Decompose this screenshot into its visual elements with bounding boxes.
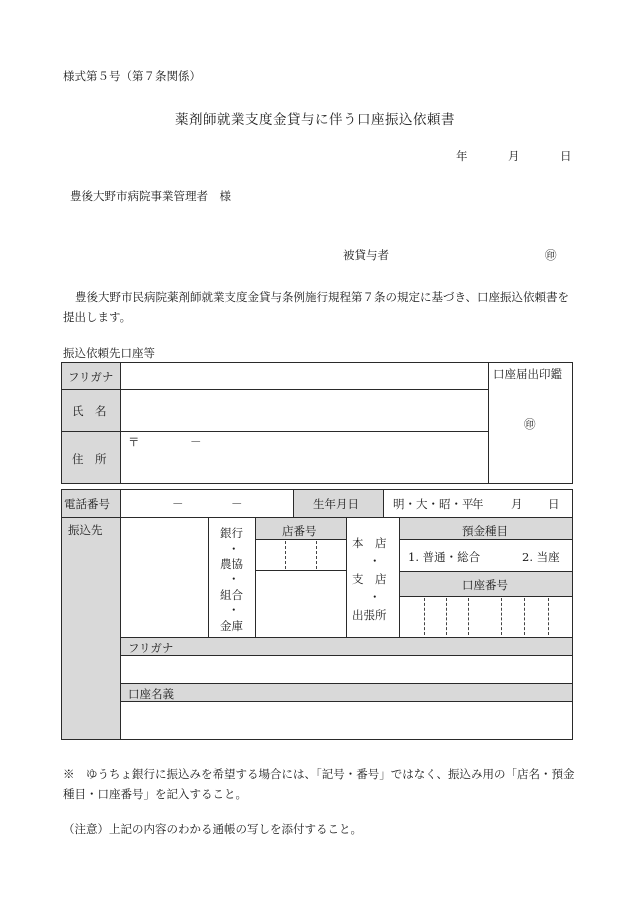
deposit-type-1: 1. 普通・総合	[408, 550, 481, 564]
account-number-label: 口座番号	[462, 578, 508, 592]
branch-number-label: 店番号	[282, 524, 317, 538]
note-yucho: ※ ゆうちょ銀行に振込みを希望する場合には、「記号・番号」ではなく、振込み用の「店名・預金種目・口座番号」を記入すること。	[63, 767, 575, 801]
bank-type-agri: 農協	[220, 557, 243, 571]
section-label: 振込依頼先口座等	[63, 346, 155, 360]
branch-number-input[interactable]	[256, 540, 345, 569]
bank-type-kinko: 金庫	[220, 619, 243, 633]
furigana-2-label: フリガナ	[128, 641, 174, 655]
name-label: 氏 名	[72, 404, 107, 418]
postal-dash: －	[190, 435, 202, 449]
phone-input[interactable]	[121, 490, 292, 516]
branch-type-branch: 支 店	[352, 572, 387, 586]
borrower-seal-mark: ㊞	[545, 248, 557, 262]
name-input[interactable]	[121, 390, 487, 430]
birth-year: 年	[472, 497, 484, 511]
postal-mark: 〒	[128, 435, 140, 449]
furigana-input[interactable]	[121, 363, 487, 388]
date-year: 年	[456, 149, 468, 163]
bank-type-dot: ・	[228, 572, 240, 586]
address-input[interactable]	[121, 432, 487, 482]
form-number: 様式第５号（第７条関係）	[63, 69, 201, 83]
birthdate-input[interactable]	[384, 490, 572, 516]
phone-dash-1: －	[172, 497, 184, 511]
phone-dash-2: －	[231, 497, 243, 511]
account-name-label: 口座名義	[128, 687, 174, 701]
address-label: 住 所	[72, 452, 107, 466]
addressee: 豊後大野市病院事業管理者 様	[70, 189, 231, 203]
bank-type-dot: ・	[228, 603, 240, 617]
deposit-type-2: 2. 当座	[522, 550, 560, 564]
date-day: 日	[560, 149, 572, 163]
era-options: 明・大・昭・平	[393, 497, 474, 511]
body-text: 豊後大野市民病院薬剤師就業支度金貸与条例施行規程第７条の規定に基づき、口座振込依頼書を提出します。	[63, 290, 570, 324]
seal-area[interactable]	[489, 385, 572, 482]
birth-month: 月	[511, 497, 523, 511]
furigana-label: フリガナ	[68, 370, 114, 384]
document-title: 薬剤師就業支度金貸与に伴う口座振込依頼書	[175, 112, 455, 128]
birth-day: 日	[548, 497, 560, 511]
note-attachment: （注意）上記の内容のわかる通帳の写しを添付すること。	[63, 822, 362, 836]
bank-type-union: 組合	[220, 588, 243, 602]
phone-label: 電話番号	[64, 497, 110, 511]
branch-type-office: 出張所	[352, 608, 387, 622]
deposit-type-label: 預金種目	[462, 524, 508, 538]
bank-type-bank: 銀行	[220, 526, 243, 540]
branch-type-dot: ・	[369, 590, 381, 604]
bank-type-dot: ・	[228, 542, 240, 556]
branch-type-main: 本 店	[352, 536, 387, 550]
account-number-input[interactable]	[400, 597, 571, 636]
bank-name-input[interactable]	[121, 518, 207, 636]
borrower-label: 被貸与者	[343, 248, 389, 262]
transfer-label: 振込先	[68, 523, 103, 537]
branch-type-dot: ・	[369, 554, 381, 568]
seal-label: 口座届出印鑑	[493, 367, 562, 381]
birth-label: 生年月日	[313, 497, 359, 511]
furigana-2-input[interactable]	[121, 656, 572, 682]
date-month: 月	[508, 149, 520, 163]
account-name-input[interactable]	[121, 702, 572, 739]
branch-name-input[interactable]	[256, 571, 345, 636]
seal-mark: ㊞	[524, 417, 536, 431]
